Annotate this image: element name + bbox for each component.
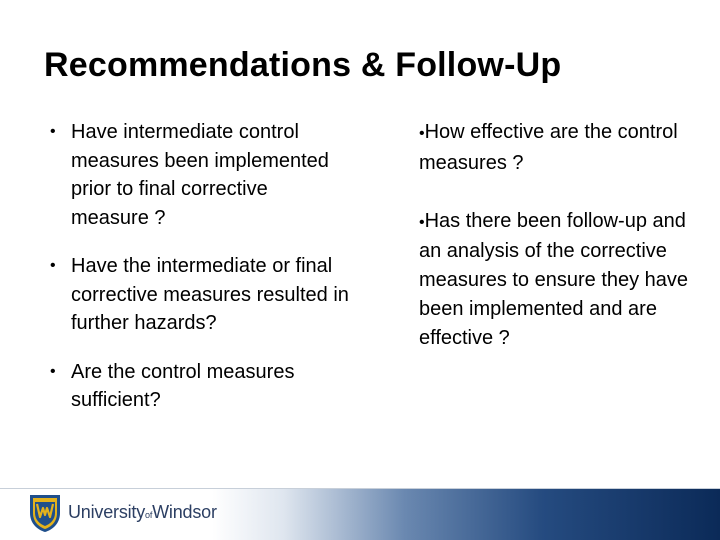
bullet-icon: • <box>419 213 425 231</box>
wordmark-university: University <box>68 502 146 522</box>
university-wordmark <box>68 502 217 523</box>
bullet-text: How effective are the control measures ? <box>419 121 678 174</box>
bullet-icon: • <box>50 362 56 380</box>
left-bullet-item-1 <box>50 118 350 232</box>
bullet-text: Has there been follow-up and an analysis of the corrective measures to ensure they have been implemented and are effective ? <box>419 209 689 349</box>
right-bullet-item-2 <box>419 207 689 353</box>
left-bullet-list <box>50 118 350 435</box>
left-bullet-item-3 <box>50 358 350 415</box>
bullet-text: Are the control measures sufficient? <box>71 360 295 411</box>
bullet-icon: • <box>50 257 56 274</box>
university-shield-logo-icon <box>28 493 62 533</box>
wordmark-windsor: Windsor <box>152 502 217 522</box>
bullet-text: Have the intermediate or final corrective measures resulted in further hazards? <box>71 255 349 334</box>
right-bullet-list <box>419 118 689 382</box>
bullet-icon: • <box>50 123 56 140</box>
footer-gradient-band <box>212 489 720 540</box>
bullet-text: Have intermediate control measures been implemented prior to final corrective measure ? <box>71 121 329 229</box>
slide-title: Recommendations & Follow-Up <box>44 46 562 84</box>
bullet-icon: • <box>419 125 425 142</box>
wordmark-of: of <box>145 510 153 520</box>
right-bullet-item-1 <box>419 118 689 178</box>
left-bullet-item-2 <box>50 252 350 338</box>
